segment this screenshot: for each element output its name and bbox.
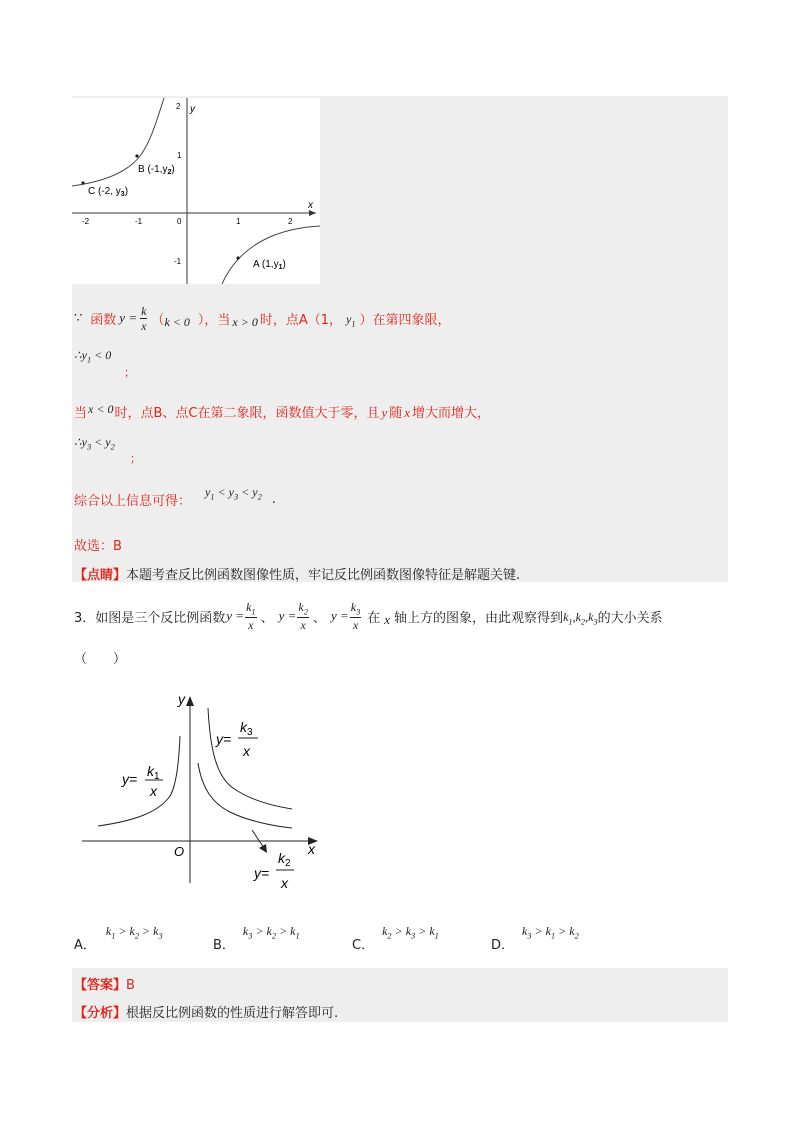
label-k1-y: y=	[122, 771, 138, 787]
label-k2-den: x	[281, 875, 288, 891]
label-C: C (-2, $y_3$)	[88, 186, 129, 198]
origin-label: O	[174, 844, 185, 859]
label-B: B $(-1,y_2)$	[138, 164, 175, 176]
point-B	[135, 154, 138, 157]
label-k1-num: $k_1$	[147, 763, 160, 782]
solution-line-4: $\therefore y_3 < y_2$	[74, 435, 115, 452]
dianjing-note: 【点睛】本题考查反比例函数图像性质，牢记反比例函数图像特征是解题关键.	[74, 568, 521, 583]
arrow-to-k2	[252, 830, 264, 848]
question-3-paren: （ ）	[74, 652, 127, 667]
y-tick: 1	[177, 151, 182, 160]
solution-line-2-semicolon: ；	[124, 366, 135, 379]
solution-line-1: ∵ 函数 y = $\frac{k}{x}$ （ k < 0 ），当 x > 0 时，点A（1， $y_1$ ）在第四象限，	[74, 303, 451, 333]
y-tick: 2	[176, 102, 181, 111]
solution-line-5: 综合以上信息可得： $y_1 < y_3 < y_2$ .	[74, 485, 276, 509]
answer-line: 【答案】B	[74, 978, 135, 993]
option-C[interactable]: C． $k_2 > k_3 > k_1$	[352, 924, 439, 953]
curve-k1	[98, 736, 180, 826]
x-tick: -2	[82, 217, 90, 226]
graph-inverse-proportion-k-negative	[72, 98, 320, 284]
solution-choice: 故选：B	[74, 539, 122, 554]
label-k2-y: y=	[254, 865, 270, 881]
option-D[interactable]: D． $k_3 > k_1 > k_2$	[491, 924, 579, 953]
x-axis-label: x	[308, 200, 313, 211]
x-tick: 2	[288, 217, 293, 226]
y-axis-label: y	[178, 691, 185, 707]
option-A[interactable]: A． $k_1 > k_2 > k_3$	[74, 924, 163, 953]
y-axis-label: y	[190, 104, 195, 115]
label-k1-den: x	[150, 783, 157, 799]
label-k3-y: y=	[216, 731, 232, 747]
x-tick: 1	[236, 217, 241, 226]
question-3-stem: 3．如图是三个反比例函数 y = $\frac{k_1}{x}$ 、 y = $\frac{k_2}{x}$ 、 y = $\frac{k_3}{x}$ 在 x 轴上方的图象，由此观察得到 $k_1,k_2,k_3$ 的大小关系	[74, 599, 663, 633]
x-tick: -1	[135, 217, 143, 226]
solution-line-4-semicolon: ；	[130, 452, 141, 465]
label-k3-den: x	[243, 743, 250, 759]
x-tick: 0	[177, 217, 182, 226]
point-C	[81, 181, 84, 184]
solution-line-3: 当x < 0时，点B、点C在第二象限，函数值大于零，且 y 随 x 增大而增大，	[74, 402, 491, 421]
analysis-line: 【分析】根据反比例函数的性质进行解答即可.	[74, 1006, 339, 1021]
x-axis-label: x	[308, 841, 315, 857]
curve-k3	[208, 708, 292, 809]
option-B[interactable]: B． $k_3 > k_2 > k_1$	[213, 924, 300, 953]
graph-three-inverse-functions	[78, 688, 338, 898]
label-k2-num: $k_2$	[278, 850, 291, 869]
label-A: A $(1,y_1)$	[253, 259, 286, 271]
solution-line-2: $\therefore y_1 < 0$	[74, 348, 112, 365]
point-A	[236, 256, 239, 259]
label-k3-num: $k_3$	[240, 719, 253, 738]
y-tick: -1	[174, 257, 182, 266]
